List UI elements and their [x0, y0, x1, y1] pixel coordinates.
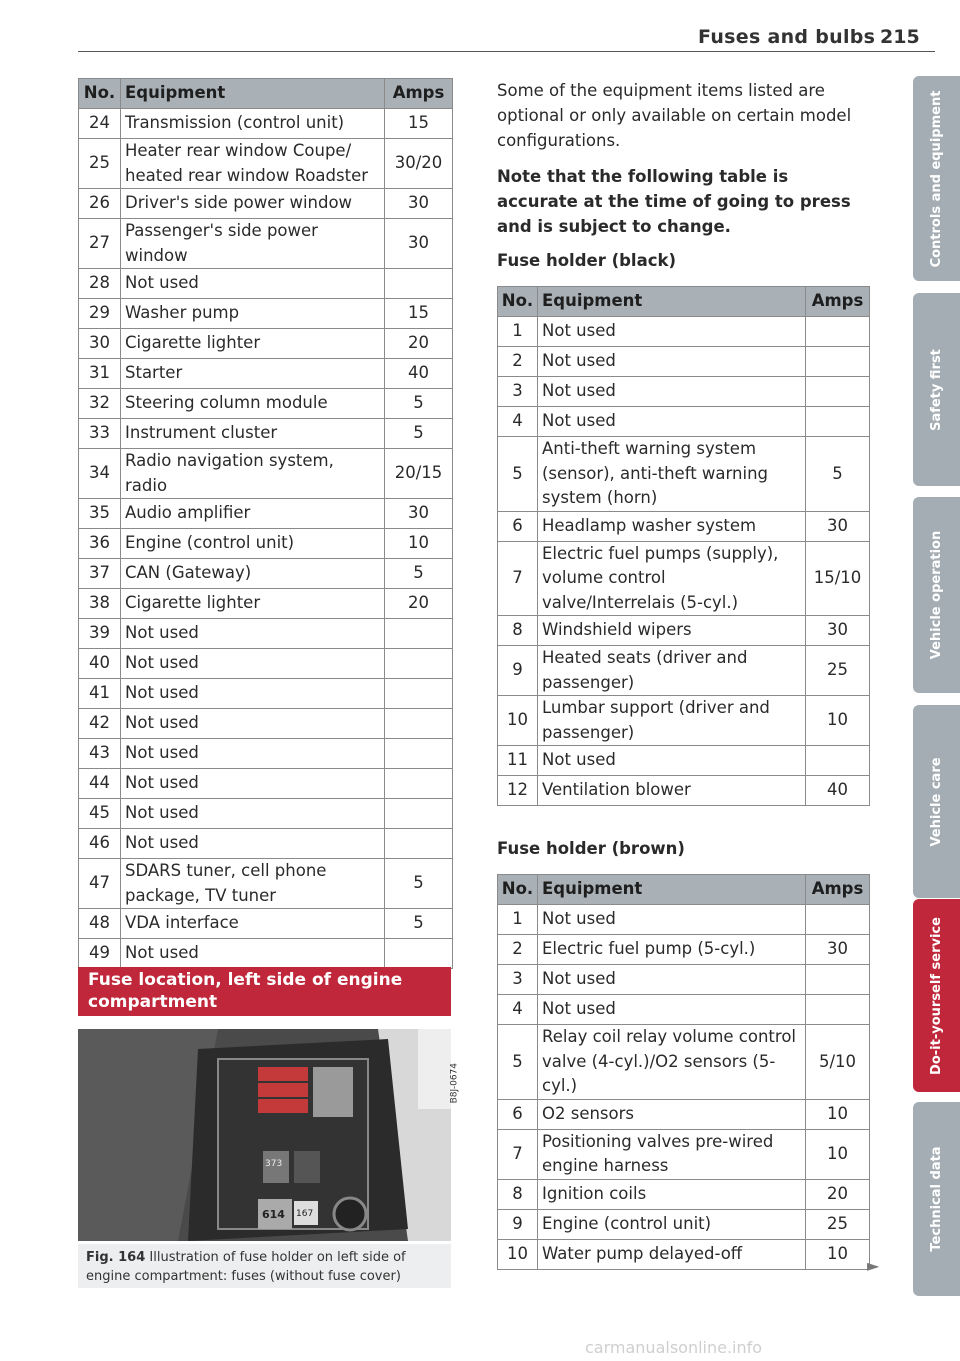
cell-equipment: Headlamp washer system — [538, 511, 806, 541]
cell-no: 9 — [498, 646, 538, 696]
table-row — [498, 905, 870, 935]
figure-caption-text: Illustration of fuse holder on left side of engine compartment: fuses (without fuse cover) — [86, 1250, 406, 1284]
cell-equipment: Engine (control unit) — [538, 1209, 806, 1239]
cell-amps — [806, 347, 870, 377]
cell-no: 7 — [498, 1129, 538, 1179]
cell-amps: 15 — [385, 299, 453, 329]
brown-holder-title: Fuse holder (brown) — [497, 839, 685, 858]
table-row — [79, 799, 453, 829]
cell-equipment: Not used — [538, 377, 806, 407]
table-row — [498, 746, 870, 776]
table-row — [498, 377, 870, 407]
table-header-row — [498, 875, 870, 905]
cell-equipment: Not used — [121, 649, 385, 679]
cell-amps — [385, 709, 453, 739]
table-row — [498, 437, 870, 512]
cell-equipment: O2 sensors — [538, 1099, 806, 1129]
cell-equipment: Instrument cluster — [121, 419, 385, 449]
table-header-row — [498, 287, 870, 317]
table-row — [79, 619, 453, 649]
cell-no: 28 — [79, 269, 121, 299]
table-row — [79, 739, 453, 769]
cell-amps: 40 — [806, 776, 870, 806]
cell-amps: 10 — [806, 1239, 870, 1269]
cell-amps: 25 — [806, 646, 870, 696]
cell-no: 35 — [79, 499, 121, 529]
cell-equipment: Starter — [121, 359, 385, 389]
cell-no: 31 — [79, 359, 121, 389]
col-header-equipment: Equipment — [538, 875, 806, 905]
cell-equipment: Not used — [538, 317, 806, 347]
cell-no: 43 — [79, 739, 121, 769]
cell-amps — [385, 739, 453, 769]
table-row — [79, 859, 453, 909]
table-row — [79, 589, 453, 619]
table-row — [498, 1099, 870, 1129]
accuracy-note: Note that the following table is accurate at the time of going to press and is subject to change. — [497, 167, 851, 236]
cell-no: 32 — [79, 389, 121, 419]
cell-amps: 25 — [806, 1209, 870, 1239]
table-row — [498, 317, 870, 347]
cell-amps: 5 — [385, 419, 453, 449]
cell-amps: 15 — [385, 109, 453, 139]
chapter-tab-label: Do-it-yourself service — [928, 916, 944, 1075]
cell-equipment: Electric fuel pump (5-cyl.) — [538, 935, 806, 965]
table-row — [498, 1179, 870, 1209]
chapter-tab-1[interactable] — [913, 293, 960, 486]
cell-equipment: Lumbar support (driver and passenger) — [538, 696, 806, 746]
cell-no: 34 — [79, 449, 121, 499]
cell-no: 3 — [498, 965, 538, 995]
table-row — [79, 679, 453, 709]
cell-equipment: Not used — [538, 905, 806, 935]
cell-equipment: Engine (control unit) — [121, 529, 385, 559]
cell-amps: 30 — [385, 219, 453, 269]
cell-no: 4 — [498, 407, 538, 437]
cell-equipment: Ignition coils — [538, 1179, 806, 1209]
page-number: 215 — [880, 26, 920, 48]
cell-equipment: SDARS tuner, cell phone package, TV tuner — [121, 859, 385, 909]
col-header-equipment: Equipment — [121, 79, 385, 109]
figure-code-label: B8J-0674 — [449, 1063, 459, 1104]
cell-amps — [806, 965, 870, 995]
cell-equipment: Not used — [538, 407, 806, 437]
cell-amps: 30 — [806, 616, 870, 646]
cell-equipment: Not used — [538, 347, 806, 377]
cell-amps — [385, 799, 453, 829]
cell-amps: 5 — [385, 909, 453, 939]
table-row — [498, 1239, 870, 1269]
chapter-tab-2[interactable] — [913, 497, 960, 693]
chapter-tab-label: Safety first — [928, 348, 944, 431]
fuse-table-brown — [497, 874, 870, 1270]
fuse-holder-photo — [78, 1029, 459, 1241]
cell-amps: 5 — [385, 859, 453, 909]
table-row — [498, 696, 870, 746]
cell-amps — [385, 939, 453, 969]
cell-no: 47 — [79, 859, 121, 909]
cell-no: 46 — [79, 829, 121, 859]
cell-equipment: Not used — [121, 269, 385, 299]
cell-no: 12 — [498, 776, 538, 806]
table-row — [498, 347, 870, 377]
cell-amps: 10 — [806, 696, 870, 746]
col-header-amps: Amps — [806, 875, 870, 905]
table-row — [498, 407, 870, 437]
cell-amps: 30 — [806, 511, 870, 541]
table-row — [79, 529, 453, 559]
chapter-tab-5[interactable] — [913, 1102, 960, 1296]
cell-no: 38 — [79, 589, 121, 619]
cell-no: 2 — [498, 347, 538, 377]
table-row — [79, 709, 453, 739]
cell-equipment: Not used — [121, 939, 385, 969]
cell-no: 42 — [79, 709, 121, 739]
table-row — [79, 139, 453, 189]
chapter-tab-3[interactable] — [913, 705, 960, 898]
table-row — [498, 935, 870, 965]
table-row — [498, 776, 870, 806]
section-heading: Fuse location, left side of engine compartment — [78, 967, 451, 1016]
table-row — [79, 649, 453, 679]
table-row — [79, 269, 453, 299]
cell-equipment: Transmission (control unit) — [121, 109, 385, 139]
cell-equipment: Radio navigation system, radio — [121, 449, 385, 499]
table-row — [79, 909, 453, 939]
table-row — [79, 109, 453, 139]
cell-equipment: Water pump delayed-off — [538, 1239, 806, 1269]
table-row — [498, 995, 870, 1025]
cell-equipment: Cigarette lighter — [121, 329, 385, 359]
cell-equipment: Audio amplifier — [121, 499, 385, 529]
cell-amps: 20 — [385, 589, 453, 619]
table-row — [79, 419, 453, 449]
fuse-table-black — [497, 286, 870, 806]
chapter-tab-label: Vehicle operation — [928, 530, 944, 660]
cell-no: 10 — [498, 696, 538, 746]
cell-amps — [806, 746, 870, 776]
cell-amps — [385, 679, 453, 709]
cell-no: 45 — [79, 799, 121, 829]
cell-no: 4 — [498, 995, 538, 1025]
cell-equipment: Not used — [121, 679, 385, 709]
table-row — [79, 189, 453, 219]
cell-amps: 20/15 — [385, 449, 453, 499]
cell-equipment: Positioning valves pre-wired engine harness — [538, 1129, 806, 1179]
chapter-tab-label: Controls and equipment — [928, 90, 944, 267]
cell-equipment: Not used — [121, 709, 385, 739]
cell-amps — [806, 407, 870, 437]
chapter-tab-4[interactable] — [913, 899, 960, 1092]
cell-amps: 40 — [385, 359, 453, 389]
table-row — [498, 1129, 870, 1179]
chapter-tab-label: Vehicle care — [928, 756, 944, 847]
table-row — [498, 511, 870, 541]
cell-equipment: Driver's side power window — [121, 189, 385, 219]
cell-equipment: Windshield wipers — [538, 616, 806, 646]
cell-equipment: Not used — [121, 799, 385, 829]
chapter-tab-0[interactable] — [913, 76, 960, 281]
cell-no: 6 — [498, 511, 538, 541]
cell-amps: 5 — [385, 559, 453, 589]
cell-no: 24 — [79, 109, 121, 139]
cell-no: 8 — [498, 1179, 538, 1209]
table-row — [498, 1209, 870, 1239]
cell-no: 11 — [498, 746, 538, 776]
cell-amps — [385, 829, 453, 859]
cell-no: 10 — [498, 1239, 538, 1269]
cell-amps: 5 — [385, 389, 453, 419]
cell-no: 33 — [79, 419, 121, 449]
figure-number: Fig. 164 — [86, 1250, 146, 1265]
black-holder-title: Fuse holder (black) — [497, 251, 677, 270]
watermark: carmanualsonline.info — [585, 1338, 763, 1357]
fuse-label-373: 373 — [265, 1159, 283, 1169]
cell-equipment: Not used — [538, 746, 806, 776]
cell-no: 25 — [79, 139, 121, 189]
col-header-no: No. — [79, 79, 121, 109]
col-header-amps: Amps — [806, 287, 870, 317]
table-row — [79, 829, 453, 859]
cell-amps — [385, 269, 453, 299]
cell-equipment: Anti-theft warning system (sensor), anti-theft warning system (horn) — [538, 437, 806, 512]
cell-amps: 10 — [385, 529, 453, 559]
cell-equipment: Not used — [121, 769, 385, 799]
cell-equipment: Ventilation blower — [538, 776, 806, 806]
cell-no: 6 — [498, 1099, 538, 1129]
cell-no: 3 — [498, 377, 538, 407]
cell-amps: 20 — [385, 329, 453, 359]
cell-equipment: Not used — [121, 619, 385, 649]
cell-no: 5 — [498, 1025, 538, 1100]
cell-equipment: Heated seats (driver and passenger) — [538, 646, 806, 696]
table-row — [79, 359, 453, 389]
running-header-title: Fuses and bulbs — [698, 26, 876, 48]
cell-no: 7 — [498, 541, 538, 616]
cell-amps — [385, 619, 453, 649]
cell-no: 27 — [79, 219, 121, 269]
table-row — [79, 329, 453, 359]
cell-amps: 30 — [385, 189, 453, 219]
cell-equipment: Not used — [121, 739, 385, 769]
cell-amps: 30 — [385, 499, 453, 529]
table-row — [79, 769, 453, 799]
cell-no: 5 — [498, 437, 538, 512]
continue-arrow-icon: ► — [867, 1256, 880, 1275]
cell-equipment: Not used — [121, 829, 385, 859]
cell-no: 26 — [79, 189, 121, 219]
table-row — [498, 646, 870, 696]
cell-amps — [806, 905, 870, 935]
cell-amps: 15/10 — [806, 541, 870, 616]
cell-no: 40 — [79, 649, 121, 679]
table-row — [79, 939, 453, 969]
cell-no: 37 — [79, 559, 121, 589]
cell-amps: 5/10 — [806, 1025, 870, 1100]
table-row — [498, 965, 870, 995]
table-row — [79, 449, 453, 499]
cell-equipment: CAN (Gateway) — [121, 559, 385, 589]
table-row — [79, 389, 453, 419]
cell-amps: 10 — [806, 1129, 870, 1179]
cell-amps — [806, 317, 870, 347]
col-header-amps: Amps — [385, 79, 453, 109]
cell-no: 39 — [79, 619, 121, 649]
col-header-no: No. — [498, 287, 538, 317]
cell-equipment: Steering column module — [121, 389, 385, 419]
header-rule — [78, 51, 935, 52]
figure-caption — [78, 1244, 451, 1288]
cell-no: 1 — [498, 905, 538, 935]
cell-amps: 20 — [806, 1179, 870, 1209]
cell-equipment: Washer pump — [121, 299, 385, 329]
fuse-label-167: 167 — [296, 1209, 314, 1219]
cell-no: 1 — [498, 317, 538, 347]
cell-no: 9 — [498, 1209, 538, 1239]
cell-no: 29 — [79, 299, 121, 329]
table-row — [79, 299, 453, 329]
cell-no: 2 — [498, 935, 538, 965]
cell-no: 30 — [79, 329, 121, 359]
col-header-no: No. — [498, 875, 538, 905]
cell-amps: 5 — [806, 437, 870, 512]
cell-no: 48 — [79, 909, 121, 939]
cell-amps: 30/20 — [385, 139, 453, 189]
fuse-label-614: 614 — [262, 1208, 285, 1221]
cell-equipment: Not used — [538, 995, 806, 1025]
table-row — [498, 541, 870, 616]
table-row — [498, 616, 870, 646]
cell-amps: 30 — [806, 935, 870, 965]
table-header-row — [79, 79, 453, 109]
cell-equipment: Not used — [538, 965, 806, 995]
table-row — [79, 559, 453, 589]
cell-amps — [385, 769, 453, 799]
cell-equipment: Passenger's side power window — [121, 219, 385, 269]
cell-amps — [806, 377, 870, 407]
cell-no: 49 — [79, 939, 121, 969]
table-row — [79, 499, 453, 529]
col-header-equipment: Equipment — [538, 287, 806, 317]
cell-equipment: Relay coil relay volume control valve (4-cyl.)/O2 sensors (5-cyl.) — [538, 1025, 806, 1100]
cell-equipment: Heater rear window Coupe/ heated rear window Roadster — [121, 139, 385, 189]
table-row — [79, 219, 453, 269]
intro-paragraph: Some of the equipment items listed are optional or only available on certain model configurations. — [497, 81, 852, 150]
cell-equipment: VDA interface — [121, 909, 385, 939]
fuse-table-continued — [78, 78, 453, 969]
cell-no: 44 — [79, 769, 121, 799]
cell-equipment: Cigarette lighter — [121, 589, 385, 619]
cell-amps — [806, 995, 870, 1025]
cell-amps — [385, 649, 453, 679]
cell-no: 41 — [79, 679, 121, 709]
cell-no: 8 — [498, 616, 538, 646]
cell-amps: 10 — [806, 1099, 870, 1129]
table-row — [498, 1025, 870, 1100]
cell-equipment: Electric fuel pumps (supply), volume control valve/Interrelais (5-cyl.) — [538, 541, 806, 616]
chapter-tab-label: Technical data — [928, 1146, 944, 1252]
cell-no: 36 — [79, 529, 121, 559]
